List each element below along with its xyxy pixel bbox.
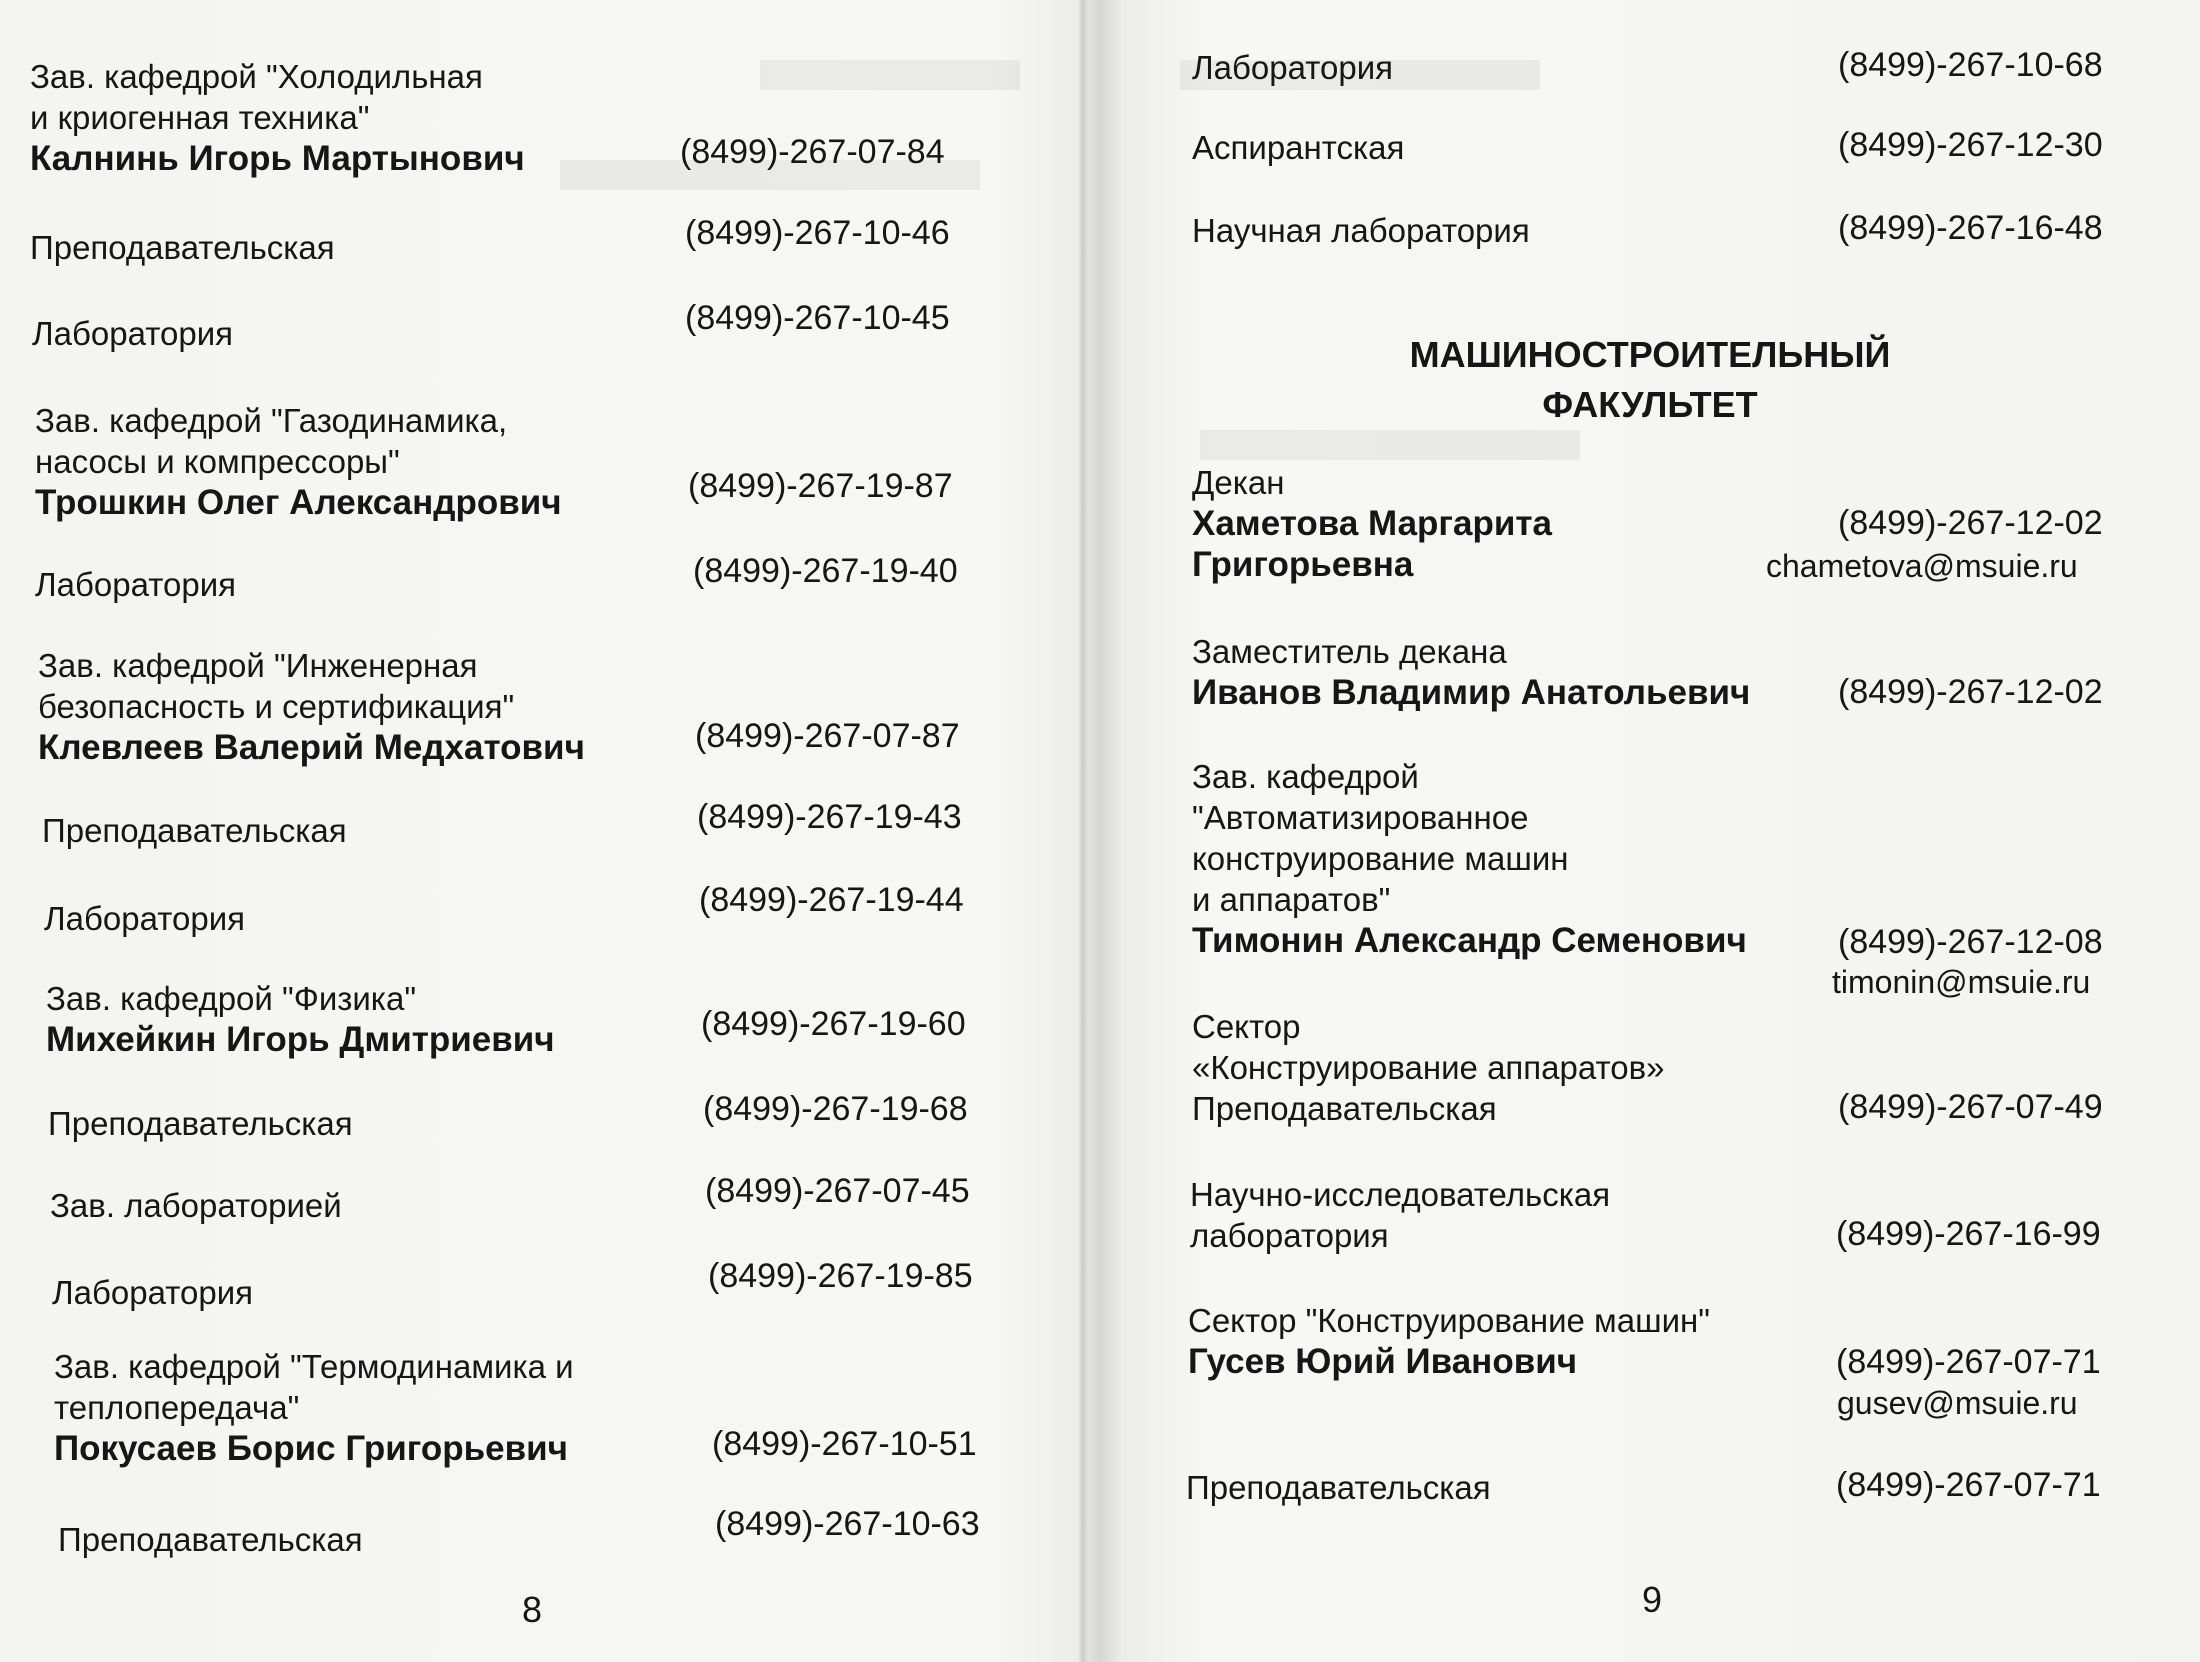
entry-label: и аппаратов": [1192, 881, 1391, 918]
phone-number: (8499)-267-19-60: [701, 1005, 966, 1043]
entry-label: Преподавательская: [58, 1521, 363, 1558]
entry-label: Лаборатория: [44, 900, 245, 937]
email-address: timonin@msuie.ru: [1832, 964, 2091, 1000]
entry-laboratory: [1192, 47, 1393, 88]
entry-label: Зав. лабораторией: [50, 1187, 342, 1224]
entry-gasdynamics-chair: [35, 400, 562, 523]
person-name: Клевлеев Валерий Медхатович: [38, 728, 585, 767]
entry-thermodynamics-chair: [54, 1346, 574, 1469]
left-page: [0, 0, 1080, 1662]
entry-label: Лаборатория: [35, 566, 236, 603]
entry-label: и криогенная техника": [30, 99, 370, 136]
page-number: 8: [522, 1589, 543, 1630]
faculty-heading: [1300, 330, 2000, 430]
entry-label: Заместитель декана: [1192, 633, 1507, 670]
entry-label: Преподавательская: [42, 812, 347, 849]
entry-laboratory: [32, 313, 233, 354]
entry-label: Научная лаборатория: [1192, 212, 1530, 249]
entry-teachers-room: [1186, 1467, 1491, 1508]
entry-label: Зав. кафедрой: [1192, 758, 1419, 795]
entry-research-lab: [1192, 210, 1530, 251]
entry-label: Лаборатория: [1192, 49, 1393, 86]
entry-label: Зав. кафедрой "Инженерная: [38, 647, 478, 684]
entry-label: «Конструирование аппаратов»: [1192, 1049, 1665, 1086]
right-page: [1090, 0, 2200, 1662]
person-name: Покусаев Борис Григорьевич: [54, 1429, 568, 1468]
entry-label: Сектор: [1192, 1008, 1301, 1045]
entry-laboratory: [35, 564, 236, 605]
entry-label: Зав. кафедрой "Термодинамика и: [54, 1348, 574, 1385]
phone-number: (8499)-267-10-63: [715, 1505, 980, 1543]
phone-number: (8499)-267-19-87: [688, 467, 953, 505]
phone-number: (8499)-267-19-43: [697, 798, 962, 836]
phone-number: (8499)-267-07-49: [1838, 1088, 2103, 1126]
phone-number: (8499)-267-19-68: [703, 1090, 968, 1128]
entry-teachers-room: [42, 810, 347, 851]
entry-lab-head: [50, 1185, 342, 1226]
entry-label: Зав. кафедрой "Физика": [46, 980, 417, 1017]
person-name: Хаметова Маргарита: [1192, 504, 1552, 543]
entry-refrigeration-chair: [30, 56, 525, 179]
entry-teachers-room: [58, 1519, 363, 1560]
page-number: 9: [1642, 1579, 1663, 1620]
entry-laboratory: [52, 1272, 253, 1313]
entry-physics-chair: [46, 978, 555, 1060]
entry-label: Преподавательская: [1192, 1090, 1497, 1127]
entry-label: Декан: [1192, 464, 1285, 501]
phone-number: (8499)-267-19-40: [693, 552, 958, 590]
person-name: Калнинь Игорь Мартынович: [30, 139, 525, 178]
phone-number: (8499)-267-16-48: [1838, 209, 2103, 247]
entry-label: лаборатория: [1190, 1217, 1389, 1254]
entry-label: Преподавательская: [30, 229, 335, 266]
phone-number: (8499)-267-19-44: [699, 881, 964, 919]
phone-number: (8499)-267-12-02: [1838, 504, 2103, 542]
person-name: Гусев Юрий Иванович: [1188, 1342, 1578, 1381]
person-name: Иванов Владимир Анатольевич: [1192, 673, 1751, 712]
entry-safety-chair: [38, 645, 585, 768]
phone-number: (8499)-267-16-99: [1836, 1215, 2101, 1253]
entry-label: Аспирантская: [1192, 129, 1405, 166]
entry-label: Лаборатория: [32, 315, 233, 352]
phone-number: (8499)-267-10-51: [712, 1425, 977, 1463]
entry-label: "Автоматизированное: [1192, 799, 1529, 836]
entry-research-laboratory: [1190, 1174, 1610, 1256]
person-name: Трошкин Олег Александрович: [35, 483, 562, 522]
entry-apparatus-sector: [1192, 1006, 1665, 1129]
phone-number: (8499)-267-07-87: [695, 717, 960, 755]
faculty-heading-line: ФАКУЛЬТЕТ: [1542, 384, 1758, 425]
person-name: Михейкин Игорь Дмитриевич: [46, 1020, 555, 1059]
entry-label: теплопередача": [54, 1389, 300, 1426]
entry-dean: [1192, 462, 1552, 585]
entry-laboratory: [44, 898, 245, 939]
entry-label: насосы и компрессоры": [35, 443, 400, 480]
phone-number: (8499)-267-12-02: [1838, 673, 2103, 711]
phone-number: (8499)-267-12-30: [1838, 126, 2103, 164]
entry-label: Преподавательская: [1186, 1469, 1491, 1506]
entry-label: Лаборатория: [52, 1274, 253, 1311]
phone-number: (8499)-267-10-68: [1838, 46, 2103, 84]
phone-number: (8499)-267-10-46: [685, 214, 950, 252]
phone-number: (8499)-267-10-45: [685, 299, 950, 337]
entry-postgrad-room: [1192, 127, 1404, 168]
phone-number: (8499)-267-12-08: [1838, 923, 2103, 961]
email-address: chametova@msuie.ru: [1766, 548, 2078, 584]
entry-teachers-room: [48, 1103, 353, 1144]
entry-automated-design-chair: [1192, 756, 1747, 961]
faculty-heading-line: МАШИНОСТРОИТЕЛЬНЫЙ: [1409, 334, 1891, 375]
entry-deputy-dean: [1192, 631, 1750, 713]
person-name: Григорьевна: [1192, 545, 1414, 584]
entry-label: Зав. кафедрой "Холодильная: [30, 58, 483, 95]
entry-label: Сектор "Конструирование машин": [1188, 1302, 1710, 1339]
phone-number: (8499)-267-07-84: [680, 133, 945, 171]
entry-label: безопасность и сертификация": [38, 688, 515, 725]
email-address: gusev@msuie.ru: [1837, 1385, 2078, 1421]
phone-number: (8499)-267-07-45: [705, 1172, 970, 1210]
entry-label: конструирование машин: [1192, 840, 1569, 877]
person-name: Тимонин Александр Семенович: [1192, 921, 1747, 960]
entry-label: Зав. кафедрой "Газодинамика,: [35, 402, 508, 439]
entry-machines-sector: [1188, 1300, 1710, 1382]
entry-teachers-room: [30, 227, 335, 268]
entry-label: Научно-исследовательская: [1190, 1176, 1611, 1213]
entry-label: Преподавательская: [48, 1105, 353, 1142]
phone-number: (8499)-267-07-71: [1836, 1343, 2101, 1381]
phone-number: (8499)-267-19-85: [708, 1257, 973, 1295]
phone-number: (8499)-267-07-71: [1836, 1466, 2101, 1504]
